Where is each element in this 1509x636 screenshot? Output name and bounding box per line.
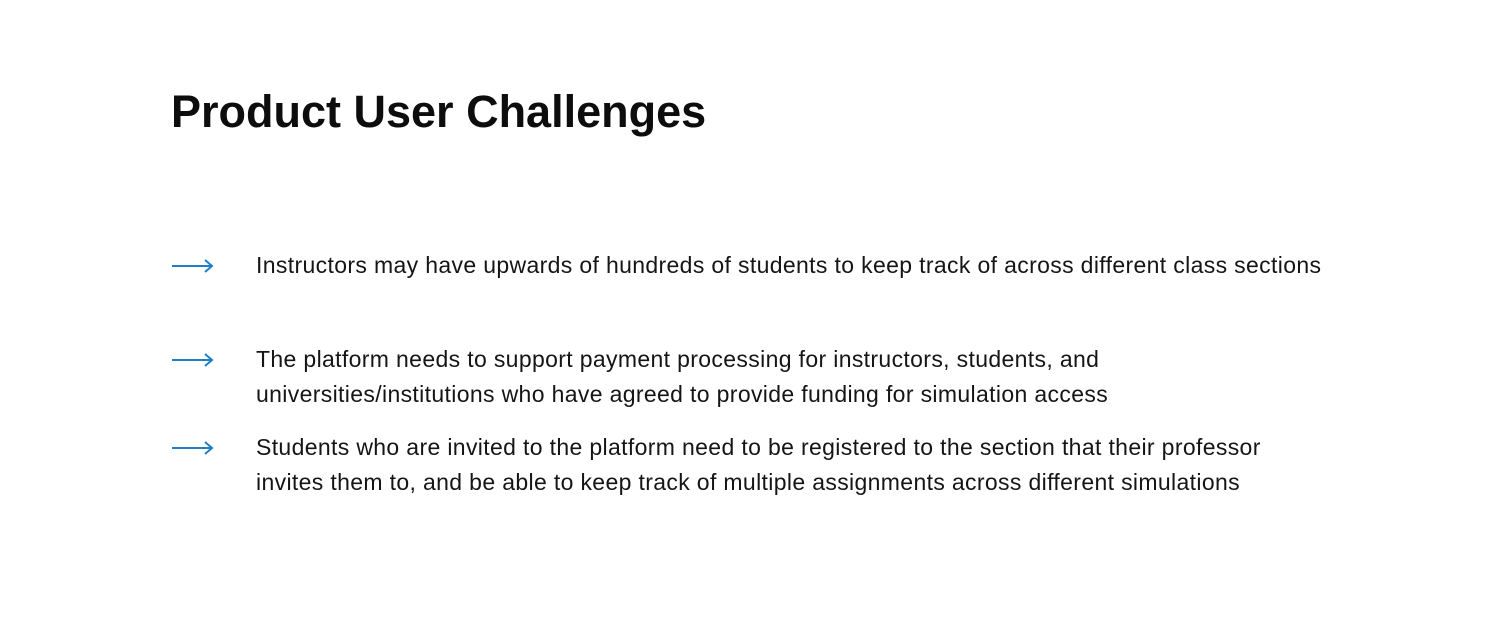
arrow-right-icon: [171, 352, 215, 368]
challenge-text: Instructors may have upwards of hundreds of students to keep track of across different class sections: [256, 252, 1322, 278]
page-title: Product User Challenges: [171, 86, 707, 137]
challenge-text: The platform needs to support payment processing for instructors, students, and universities/institutions who have agreed to provide funding for simulation access: [256, 346, 1109, 407]
challenge-text: Students who are invited to the platform need to be registered to the section that their professor invites them to, and be able to keep track of multiple assignments across different simulations: [256, 434, 1261, 495]
arrow-right-icon: [171, 440, 215, 456]
arrow-right-icon: [171, 258, 215, 274]
